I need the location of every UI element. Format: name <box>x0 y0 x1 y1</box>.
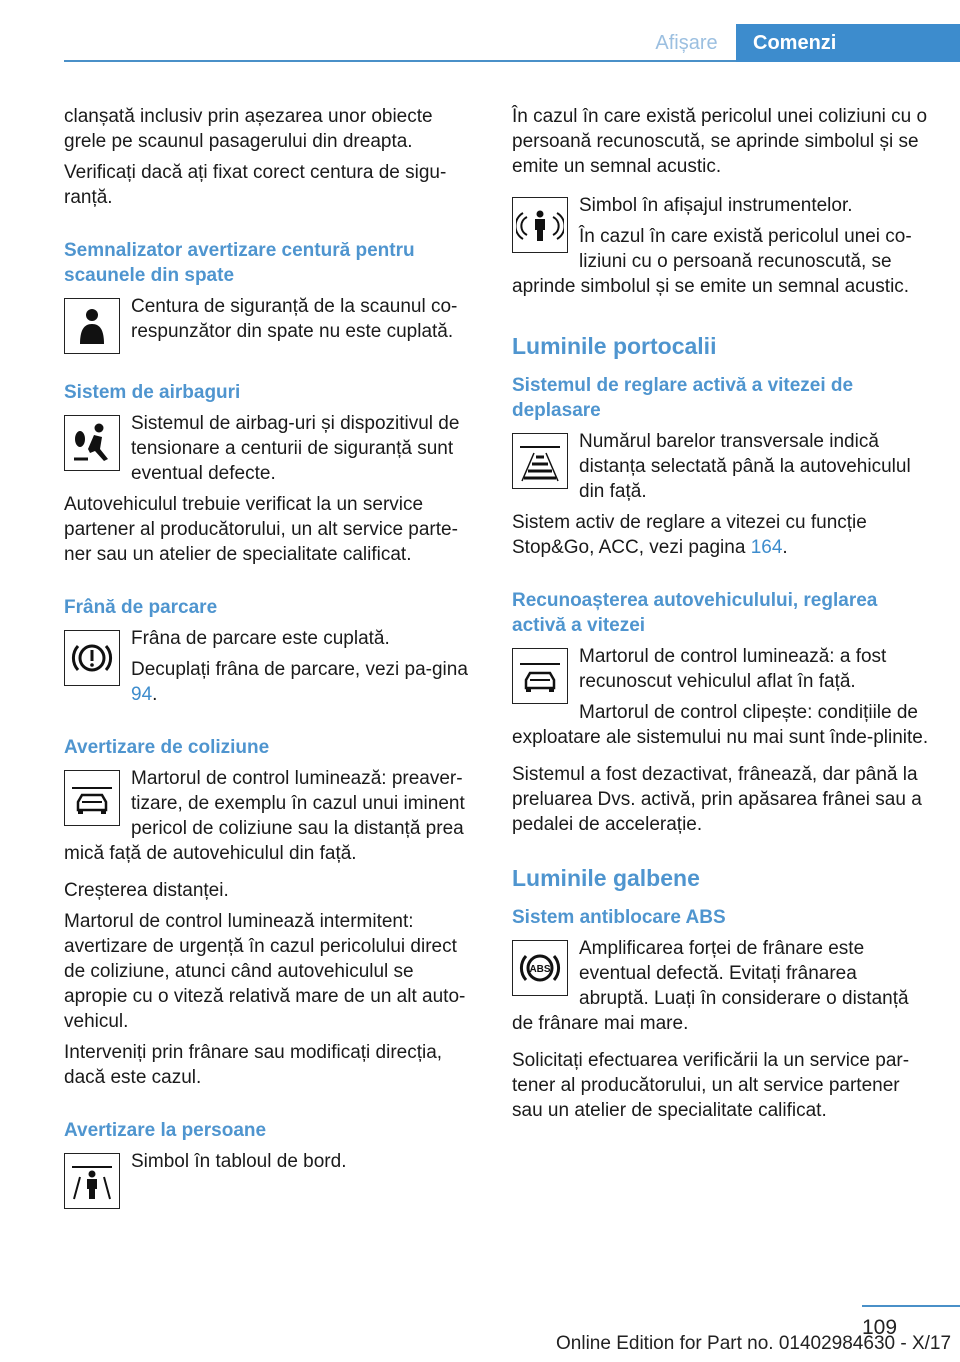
section-rear-belt <box>64 238 479 352</box>
section-yellow-lights <box>512 863 930 893</box>
pedestrian-display-text-2: În cazul în care există pericolul unei co‐liziuni cu o persoană recunoscută, se aprinde simbolul și se emite un semnal acustic. <box>512 226 912 297</box>
warning-text-parking-brake-1: Frâna de parcare este cuplată. <box>131 628 390 649</box>
pedestrian-text: În cazul în care există pericolul unei coliziuni cu o persoană recunoscută, se aprinde simbolul și se emite un semnal acustic. <box>512 106 928 177</box>
warning-text-parking-brake-2: Decuplați frâna de parcare, vezi pa‐gina 94. <box>131 659 468 705</box>
warning-text-pedestrian: Simbol în tabloul de bord. <box>131 1151 347 1172</box>
warning-pedestrian-display <box>512 193 930 305</box>
seated-person-icon <box>64 298 120 354</box>
section-parking-brake <box>64 595 479 707</box>
pedestrian-sound-icon <box>512 197 568 253</box>
collision-text-3: Interveniți prin frânare sau modificați direcția, dacă este cazul. <box>64 1042 443 1088</box>
warning-pedestrian <box>64 1149 479 1207</box>
acc-text: Sistem activ de reglare a vitezei cu funcție Stop&Go, ACC, vezi pagina 164. <box>512 512 867 558</box>
page-number: 109 <box>862 1316 898 1339</box>
section-airbag <box>64 380 479 567</box>
section-title-abs: Sistem antiblocare ABS <box>512 907 726 928</box>
section-abs <box>512 905 930 1123</box>
heading-yellow-lights: Luminile galbene <box>512 865 700 891</box>
footer-rule <box>862 1305 960 1307</box>
section-title-acc: Sistemul de reglare activă a vitezei de deplasare <box>512 375 854 421</box>
airbag-service-text: Autovehiculul trebuie verificat la un service partener al producătorului, un alt service parte‐ner sau un atelier de specialitate calificat. <box>64 494 458 565</box>
airbag-icon <box>64 415 120 471</box>
warning-text-acc: Numărul barelor transversale indică distanța selectată până la autovehiculul din față. <box>579 431 911 502</box>
acc-ref-text: Sistem activ de reglare a vitezei cu funcție Stop&Go, ACC, vezi pagina <box>512 512 867 558</box>
edition-text: Online Edition for Part no. 01402984630 - X/17 <box>556 1333 952 1354</box>
section-orange-lights <box>512 331 930 361</box>
abs-service-text: Solicitați efectuarea verificării la un service par‐tener al producătorului, un alt service partener sau un atelier de specialitate calificat. <box>512 1050 910 1121</box>
warning-text-recognition-1: Martorul de control luminează: a fost recunoscut vehiculul aflat în față. <box>579 646 887 692</box>
warning-text-abs: Amplificarea forței de frânare este eventual defectă. Evitați frânarea abruptă. Luați în considerare o distanță de frânare mai mare. <box>512 938 909 1034</box>
section-title-airbag: Sistem de airbaguri <box>64 382 241 403</box>
parking-brake-icon <box>64 630 120 686</box>
section-title-pedestrian: Avertizare la persoane <box>64 1120 267 1141</box>
recognition-text: Sistemul a fost dezactivat, frânează, dar până la preluarea Dvs. activă, prin apăsarea frânei sau a pedalei de accelerație. <box>512 764 922 835</box>
warning-airbag <box>64 411 479 486</box>
tab-afisare[interactable]: Afișare <box>655 31 718 54</box>
section-pedestrian <box>64 1118 479 1207</box>
heading-orange-lights: Luminile portocalii <box>512 333 717 359</box>
page-link-164[interactable]: 164 <box>750 537 783 558</box>
svg-text:ABS: ABS <box>529 964 551 975</box>
page-link-94[interactable]: 94 <box>131 684 153 705</box>
warning-text-rear-belt: Centura de siguranță de la scaunul co‐respunzător din spate nu este cuplată. <box>131 296 458 342</box>
parking-brake-ref-text: Decuplați frâna de parcare, vezi pa‐gina <box>131 659 468 680</box>
vehicle-recognition-icon <box>512 648 568 704</box>
intro-paragraph-1: clanșată inclusiv prin așezarea unor obiecte grele pe scaunul pasagerului din dreapta. <box>64 106 433 152</box>
section-title-vehicle-recognition: Recunoașterea autovehiculului, reglarea activă a vitezei <box>512 590 878 636</box>
right-column <box>512 104 930 1129</box>
warning-abs <box>512 936 930 1042</box>
tab-comenzi[interactable]: Comenzi <box>736 24 960 62</box>
intro-paragraph-2: Verificați dacă ați fixat corect centura de sigu‐ranță. <box>64 162 447 208</box>
warning-vehicle-recognition <box>512 644 930 756</box>
left-column <box>64 104 479 1213</box>
collision-text-1: Creșterea distanței. <box>64 880 229 901</box>
collision-text-2: Martorul de control luminează intermitent: avertizare de urgență în cazul pericolului direct de coliziune, atunci când autovehiculul se apropie cu o viteză relativă mare de un alt auto‐vehicul. <box>64 911 466 1032</box>
pedestrian-display-text-1: Simbol în afișajul instrumentelor. <box>579 195 853 216</box>
warning-collision <box>64 766 479 872</box>
warning-parking-brake <box>64 626 479 707</box>
section-title-collision: Avertizare de coliziune <box>64 737 270 758</box>
warning-rear-belt <box>64 294 479 352</box>
section-collision <box>64 735 479 1090</box>
section-title-parking-brake: Frână de parcare <box>64 597 218 618</box>
warning-acc <box>512 429 930 504</box>
abs-icon <box>512 940 568 996</box>
pedestrian-icon <box>64 1153 120 1209</box>
section-vehicle-recognition <box>512 588 930 837</box>
warning-text-recognition-2: Martorul de control clipește: condițiile de exploatare ale sistemului nu mai sunt înde‐plinite. <box>512 702 929 748</box>
section-title-rear-belt: Semnalizator avertizare centură pentru scaunele din spate <box>64 240 415 286</box>
warning-text-airbag: Sistemul de airbag-uri și dispozitivul de tensionare a centurii de siguranță sunt eventual defecte. <box>131 413 460 484</box>
collision-car-icon <box>64 770 120 826</box>
warning-text-collision: Martorul de control luminează: preaver‐tizare, de exemplu în cazul unui iminent pericol de coliziune sau la distanță prea mică față de autovehiculul din față. <box>64 768 465 864</box>
distance-bars-icon <box>512 433 568 489</box>
section-acc <box>512 373 930 560</box>
